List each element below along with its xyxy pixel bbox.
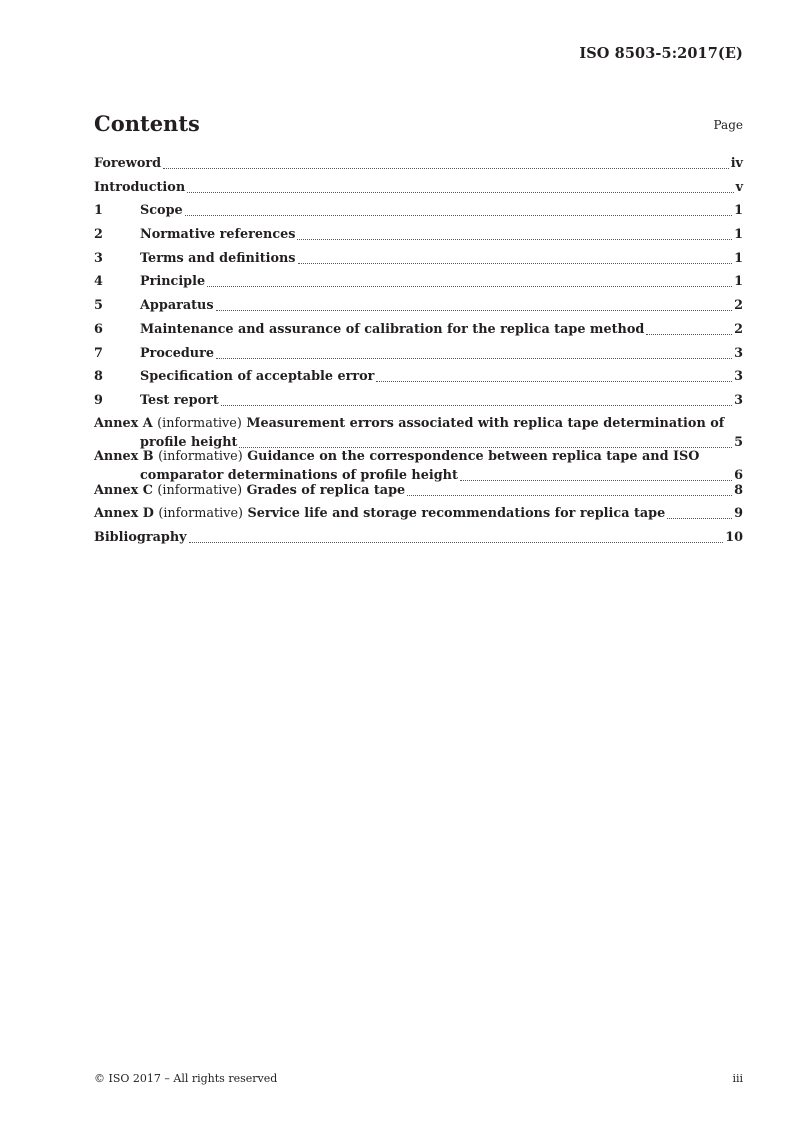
toc-number: 9 xyxy=(94,392,103,408)
toc-title: Introduction xyxy=(94,179,186,195)
annex-type: (informative) xyxy=(158,448,243,464)
dot-leader xyxy=(187,191,733,193)
toc-page: 9 xyxy=(734,506,743,522)
toc-title: Maintenance and assurance of calibration for the replica tape method xyxy=(140,321,645,337)
document-id: ISO 8503-5:2017(E) xyxy=(579,45,743,62)
dot-leader xyxy=(407,494,732,496)
annex-label: Annex C xyxy=(94,482,153,498)
dot-leader xyxy=(185,214,732,216)
toc-number: 7 xyxy=(94,345,103,361)
toc-entry-annex-a[interactable] xyxy=(94,415,743,448)
toc-page: 8 xyxy=(734,482,743,498)
toc-number: 1 xyxy=(94,203,103,219)
toc-page: 2 xyxy=(734,298,743,314)
toc-entry-clause-8[interactable] xyxy=(94,367,743,391)
annex-label: Annex D xyxy=(94,506,154,522)
table-of-contents xyxy=(94,154,743,551)
toc-page: 3 xyxy=(734,345,743,361)
toc-title: Principle xyxy=(140,274,206,290)
toc-title: Normative references xyxy=(140,227,296,243)
toc-title: Procedure xyxy=(140,345,214,361)
toc-title: Terms and definitions xyxy=(140,250,296,266)
annex-label: Annex A xyxy=(94,415,153,431)
toc-entry-annex-c[interactable] xyxy=(94,481,743,505)
dot-leader xyxy=(298,262,733,264)
dot-leader xyxy=(376,380,732,382)
toc-page: 10 xyxy=(725,529,743,545)
toc-page: 1 xyxy=(734,250,743,266)
toc-number: 8 xyxy=(94,369,103,385)
toc-page: 3 xyxy=(734,392,743,408)
toc-page: v xyxy=(735,179,743,195)
toc-title: Scope xyxy=(140,203,183,219)
toc-entry-bibliography[interactable] xyxy=(94,528,743,552)
page-column-label: Page xyxy=(713,118,743,132)
toc-entry-annex-b[interactable] xyxy=(94,448,743,481)
toc-entry-foreword[interactable] xyxy=(94,154,743,178)
toc-entry-clause-6[interactable] xyxy=(94,320,743,344)
dot-leader xyxy=(221,404,732,406)
toc-title: Service life and storage recommendations for replica tape xyxy=(247,506,666,522)
toc-title-continued: comparator determinations of profile height xyxy=(140,467,458,483)
toc-title-continued: profile height xyxy=(140,434,238,450)
toc-title: Grades of replica tape xyxy=(246,482,406,498)
toc-title: Foreword xyxy=(94,156,162,171)
annex-type: (informative) xyxy=(158,506,244,522)
toc-page: 5 xyxy=(734,434,743,450)
toc-page: 3 xyxy=(734,369,743,385)
dot-leader xyxy=(667,517,732,519)
annex-label: Annex B xyxy=(94,448,154,464)
dot-leader xyxy=(297,238,732,240)
dot-leader xyxy=(216,357,732,359)
toc-title: Bibliography xyxy=(94,529,187,545)
toc-entry-clause-2[interactable] xyxy=(94,225,743,249)
toc-number: 2 xyxy=(94,227,103,243)
dot-leader xyxy=(207,285,732,287)
toc-page: iv xyxy=(730,156,743,171)
toc-entry-clause-5[interactable] xyxy=(94,296,743,320)
toc-entry-clause-9[interactable] xyxy=(94,391,743,415)
page-number: iii xyxy=(732,1072,743,1085)
toc-title: Specification of acceptable error xyxy=(140,369,375,385)
toc-number: 4 xyxy=(94,274,103,290)
toc-entry-clause-4[interactable] xyxy=(94,272,743,296)
toc-page: 1 xyxy=(734,227,743,243)
toc-page: 1 xyxy=(734,274,743,290)
toc-title: Guidance on the correspondence between replica tape and ISO xyxy=(247,448,700,464)
toc-page: 6 xyxy=(734,467,743,483)
toc-title: Test report xyxy=(140,392,219,408)
dot-leader xyxy=(163,167,729,169)
toc-title: Apparatus xyxy=(140,298,214,314)
annex-type: (informative) xyxy=(157,482,243,498)
page-title: Contents xyxy=(94,111,200,136)
toc-page: 2 xyxy=(734,321,743,337)
dot-leader xyxy=(216,309,733,311)
toc-entry-annex-d[interactable] xyxy=(94,504,743,528)
annex-type: (informative) xyxy=(157,415,242,431)
toc-number: 6 xyxy=(94,321,103,337)
toc-entry-clause-7[interactable] xyxy=(94,344,743,368)
toc-entry-clause-1[interactable] xyxy=(94,201,743,225)
dot-leader xyxy=(646,333,732,335)
dot-leader xyxy=(189,541,724,543)
copyright-notice: © ISO 2017 – All rights reserved xyxy=(94,1072,278,1085)
toc-title: Measurement errors associated with replica tape determination of xyxy=(246,415,725,431)
toc-entry-clause-3[interactable] xyxy=(94,249,743,273)
toc-entry-introduction[interactable] xyxy=(94,178,743,202)
toc-page: 1 xyxy=(734,203,743,219)
toc-number: 5 xyxy=(94,298,103,314)
toc-number: 3 xyxy=(94,250,103,266)
